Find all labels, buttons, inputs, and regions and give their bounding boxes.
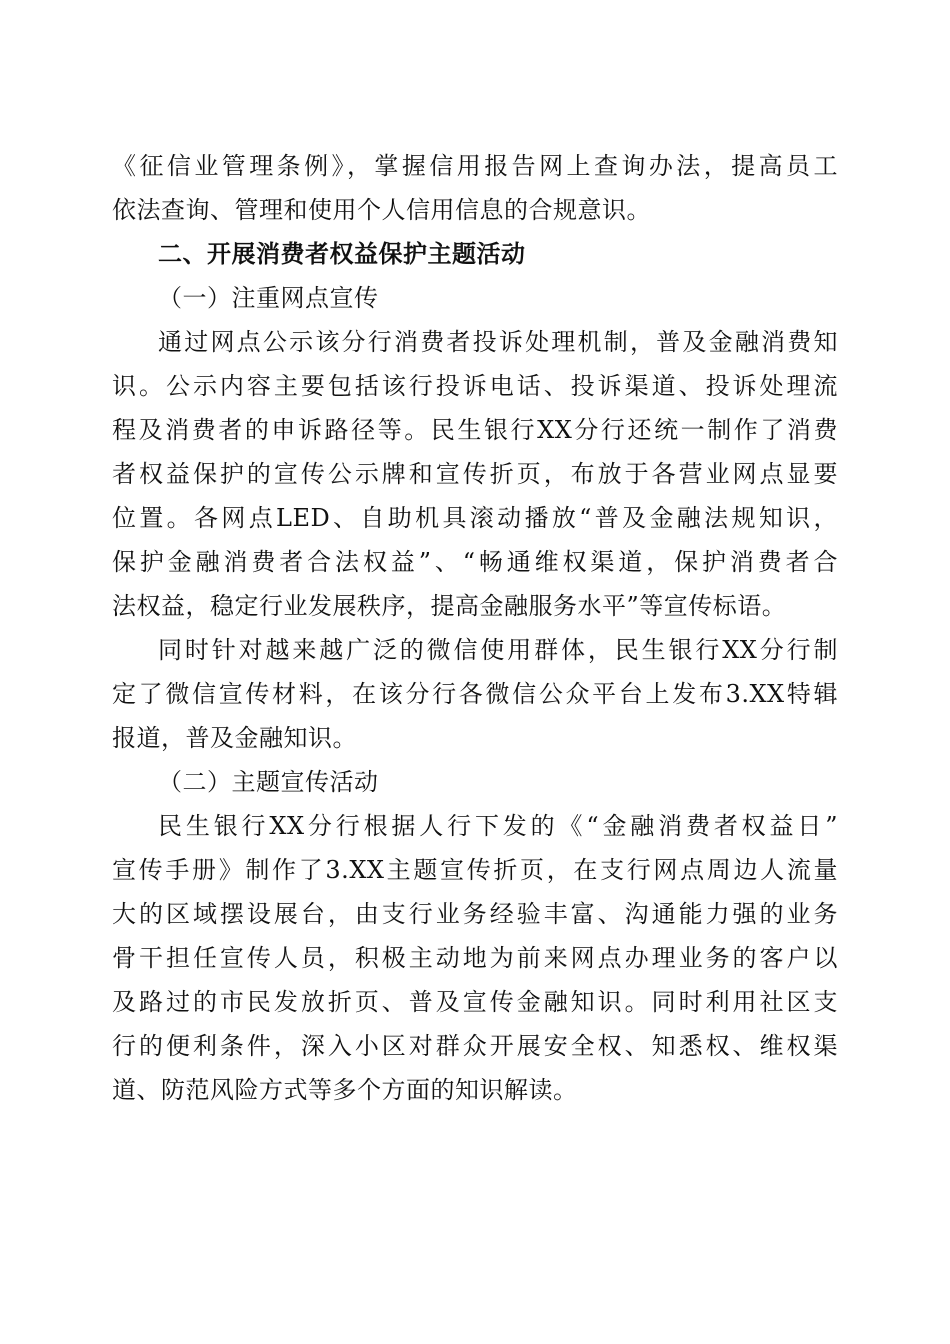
paragraph-line: 行的便利条件，深入小区对群众开展安全权、知悉权、维权渠 [112, 1032, 838, 1060]
paragraph-line: 依法查询、管理和使用个人信用信息的合规意识。 [112, 196, 651, 224]
paragraph-line: 民生银行XX分行根据人行下发的《“金融消费者权益日” [158, 812, 838, 840]
paragraph-line: 通过网点公示该分行消费者投诉处理机制，普及金融消费知 [158, 328, 838, 356]
subsection-heading: （一）注重网点宣传 [158, 284, 379, 312]
paragraph-line: 及路过的市民发放折页、普及宣传金融知识。同时利用社区支 [112, 988, 838, 1016]
paragraph-line: 大的区域摆设展台，由支行业务经验丰富、沟通能力强的业务 [112, 900, 838, 928]
section-heading: 二、开展消费者权益保护主题活动 [158, 240, 526, 268]
subsection-heading: （二）主题宣传活动 [158, 768, 379, 796]
paragraph-line: 《征信业管理条例》，掌握信用报告网上查询办法，提高员工 [112, 152, 838, 180]
paragraph-line: 程及消费者的申诉路径等。民生银行XX分行还统一制作了消费 [112, 416, 838, 444]
paragraph-line: 道、防范风险方式等多个方面的知识解读。 [112, 1076, 578, 1104]
paragraph-line: 保护金融消费者合法权益”、“畅通维权渠道，保护消费者合 [112, 548, 838, 576]
paragraph-line: 识。公示内容主要包括该行投诉电话、投诉渠道、投诉处理流 [112, 372, 838, 400]
paragraph-line: 者权益保护的宣传公示牌和宣传折页，布放于各营业网点显要 [112, 460, 838, 488]
paragraph-line: 骨干担任宣传人员，积极主动地为前来网点办理业务的客户以 [112, 944, 838, 972]
paragraph-line: 宣传手册》制作了3.XX主题宣传折页，在支行网点周边人流量 [112, 856, 838, 884]
paragraph-line: 同时针对越来越广泛的微信使用群体，民生银行XX分行制 [158, 636, 838, 664]
paragraph-line: 定了微信宣传材料，在该分行各微信公众平台上发布3.XX特辑 [112, 680, 838, 708]
paragraph-line: 报道，普及金融知识。 [112, 724, 357, 752]
paragraph-line: 位置。各网点LED、自助机具滚动播放“普及金融法规知识， [112, 504, 838, 532]
paragraph-line: 法权益，稳定行业发展秩序，提高金融服务水平”等宣传标语。 [112, 592, 787, 620]
